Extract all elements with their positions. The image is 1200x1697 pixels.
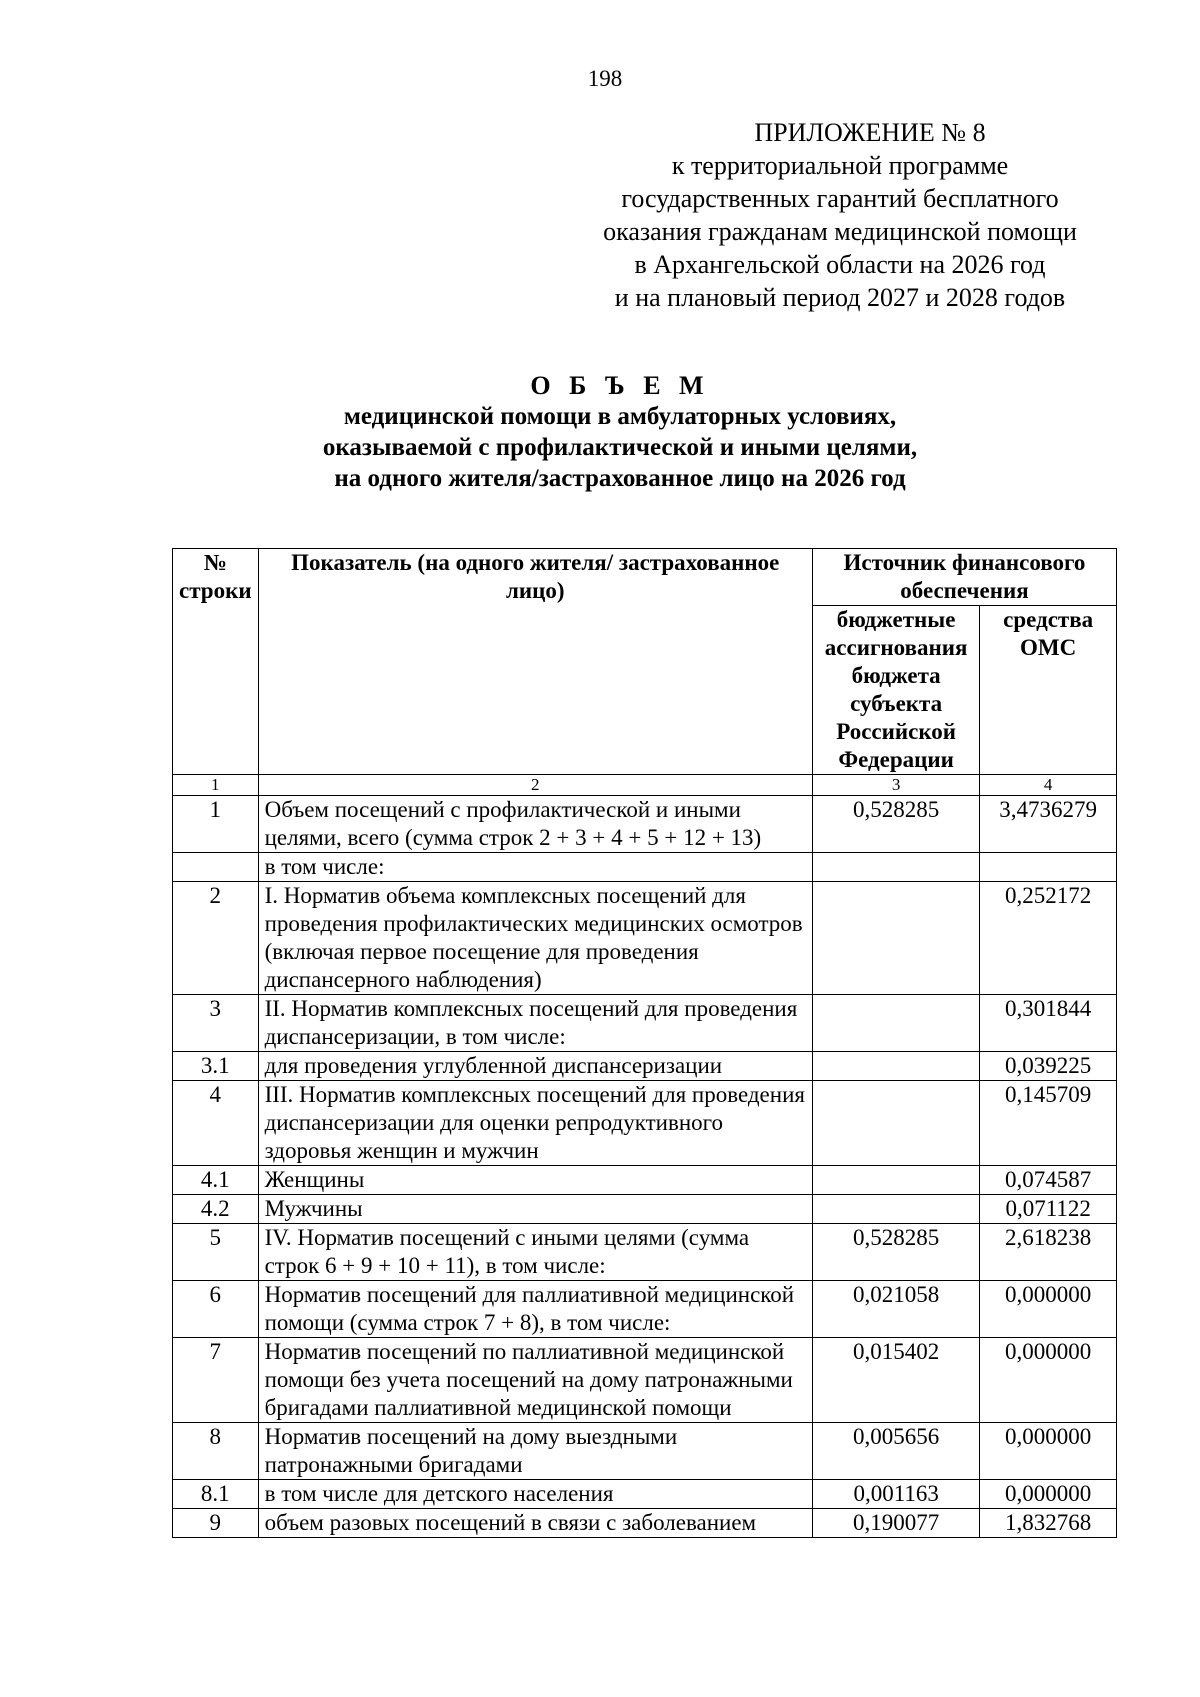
column-index-row — [173, 775, 1117, 796]
table-row — [173, 1195, 1117, 1224]
header-indicator: Показатель (на одного жителя/ застрахованное лицо) — [258, 549, 812, 775]
indicator-cell: Объем посещений с профилактической и иными целями, всего (сумма строк 2 + 3 + 4 + 5 + 12 + 13) — [258, 796, 812, 853]
oms-value-cell: 2,618238 — [980, 1224, 1117, 1281]
row-number-cell: 3.1 — [173, 1052, 259, 1081]
column-index: 3 — [812, 775, 979, 796]
row-number-cell: 7 — [173, 1338, 259, 1423]
header-oms: средства ОМС — [980, 606, 1117, 775]
header-row-no: № строки — [173, 549, 259, 775]
row-number-cell: 4 — [173, 1081, 259, 1166]
table-row — [173, 995, 1117, 1052]
header-budget: бюджетные ассигнования бюджета субъекта Российской Федерации — [812, 606, 979, 775]
budget-value-cell — [812, 1052, 979, 1081]
budget-value-cell — [812, 1166, 979, 1195]
appendix-line: оказания гражданам медицинской помощи — [603, 217, 1077, 246]
oms-value-cell: 0,000000 — [980, 1281, 1117, 1338]
appendix-title: ПРИЛОЖЕНИЕ № 8 — [754, 118, 986, 147]
oms-value-cell: 0,074587 — [980, 1166, 1117, 1195]
indicator-cell: в том числе: — [258, 853, 812, 882]
volume-table — [172, 548, 1117, 1538]
budget-value-cell: 0,528285 — [812, 796, 979, 853]
appendix-block — [560, 116, 1120, 314]
budget-value-cell — [812, 882, 979, 995]
row-number-cell: 4.1 — [173, 1166, 259, 1195]
row-number-cell — [173, 853, 259, 882]
appendix-line: к территориальной программе — [671, 151, 1009, 180]
row-number-cell: 3 — [173, 995, 259, 1052]
appendix-line: в Архангельской области на 2026 год — [634, 250, 1046, 279]
appendix-line: государственных гарантий бесплатного — [621, 184, 1059, 213]
document-heading — [170, 370, 1070, 494]
oms-value-cell: 0,000000 — [980, 1423, 1117, 1480]
oms-value-cell: 0,145709 — [980, 1081, 1117, 1166]
heading-line: оказываемой с профилактической и иными целями, — [322, 434, 918, 461]
indicator-cell: в том числе для детского населения — [258, 1480, 812, 1509]
oms-value-cell: 0,071122 — [980, 1195, 1117, 1224]
oms-value-cell: 3,4736279 — [980, 796, 1117, 853]
indicator-cell: Женщины — [258, 1166, 812, 1195]
table-row — [173, 1166, 1117, 1195]
table-row — [173, 1052, 1117, 1081]
oms-value-cell: 0,252172 — [980, 882, 1117, 995]
indicator-cell: Норматив посещений по паллиативной медицинской помощи без учета посещений на дому патронажными бригадами паллиативной медицинской помощи — [258, 1338, 812, 1423]
budget-value-cell: 0,528285 — [812, 1224, 979, 1281]
budget-value-cell — [812, 853, 979, 882]
oms-value-cell: 0,039225 — [980, 1052, 1117, 1081]
table-row — [173, 1224, 1117, 1281]
table-row — [173, 1081, 1117, 1166]
row-number-cell: 6 — [173, 1281, 259, 1338]
heading-line: медицинской помощи в амбулаторных условиях, — [343, 403, 897, 430]
indicator-cell: для проведения углубленной диспансеризации — [258, 1052, 812, 1081]
table-row — [173, 1480, 1117, 1509]
table-row — [173, 1423, 1117, 1480]
indicator-cell: Норматив посещений для паллиативной медицинской помощи (сумма строк 7 + 8), в том числе: — [258, 1281, 812, 1338]
indicator-cell: I. Норматив объема комплексных посещений для проведения профилактических медицинских осмотров (включая первое посещение для проведения диспансерного наблюдения) — [258, 882, 812, 995]
budget-value-cell — [812, 1195, 979, 1224]
table-row — [173, 882, 1117, 995]
budget-value-cell — [812, 995, 979, 1052]
row-number-cell: 9 — [173, 1509, 259, 1538]
heading-title: О Б Ъ Е М — [530, 371, 710, 400]
row-number-cell: 4.2 — [173, 1195, 259, 1224]
indicator-cell: объем разовых посещений в связи с заболеванием — [258, 1509, 812, 1538]
budget-value-cell: 0,015402 — [812, 1338, 979, 1423]
budget-value-cell — [812, 1081, 979, 1166]
table-row — [173, 1281, 1117, 1338]
row-number-cell: 1 — [173, 796, 259, 853]
budget-value-cell: 0,190077 — [812, 1509, 979, 1538]
budget-value-cell: 0,005656 — [812, 1423, 979, 1480]
table-row — [173, 853, 1117, 882]
budget-value-cell: 0,001163 — [812, 1480, 979, 1509]
oms-value-cell: 0,301844 — [980, 995, 1117, 1052]
oms-value-cell — [980, 853, 1117, 882]
indicator-cell: III. Норматив комплексных посещений для проведения диспансеризации для оценки репродуктивного здоровья женщин и мужчин — [258, 1081, 812, 1166]
heading-line: на одного жителя/застрахованное лицо на 2026 год — [334, 465, 906, 492]
column-index: 4 — [980, 775, 1117, 796]
table-row — [173, 1509, 1117, 1538]
budget-value-cell: 0,021058 — [812, 1281, 979, 1338]
column-index: 2 — [258, 775, 812, 796]
appendix-line: и на плановый период 2027 и 2028 годов — [614, 283, 1066, 312]
row-number-cell: 5 — [173, 1224, 259, 1281]
header-source: Источник финансового обеспечения — [812, 549, 1116, 606]
oms-value-cell: 0,000000 — [980, 1338, 1117, 1423]
oms-value-cell: 1,832768 — [980, 1509, 1117, 1538]
indicator-cell: IV. Норматив посещений с иными целями (сумма строк 6 + 9 + 10 + 11), в том числе: — [258, 1224, 812, 1281]
table-header-row — [173, 549, 1117, 606]
table-row — [173, 1338, 1117, 1423]
table-row — [173, 796, 1117, 853]
indicator-cell: II. Норматив комплексных посещений для проведения диспансеризации, в том числе: — [258, 995, 812, 1052]
indicator-cell: Мужчины — [258, 1195, 812, 1224]
column-index: 1 — [173, 775, 259, 796]
row-number-cell: 8 — [173, 1423, 259, 1480]
row-number-cell: 8.1 — [173, 1480, 259, 1509]
oms-value-cell: 0,000000 — [980, 1480, 1117, 1509]
indicator-cell: Норматив посещений на дому выездными патронажными бригадами — [258, 1423, 812, 1480]
row-number-cell: 2 — [173, 882, 259, 995]
page-number: 198 — [587, 66, 623, 91]
